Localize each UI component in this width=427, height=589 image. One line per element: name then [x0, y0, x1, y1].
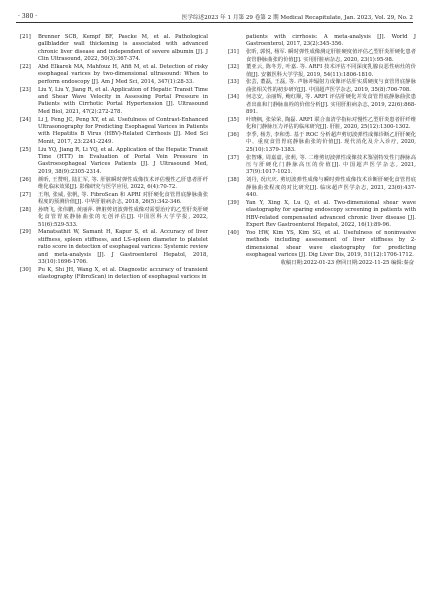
- header-rule: [16, 22, 413, 23]
- reference-entry: [20, 87, 208, 117]
- reference-number: [37]: [228, 154, 239, 161]
- reference-number: [29]: [20, 229, 31, 236]
- reference-text: 孙晓飞, 张伟鹏, 黄丽萍. 脾脏剪切波弹性成像对需要治疗的乙型肝炎肝硬化食管胃底静脉曲张的无创评估[J]. 中国医科大学学报, 2022, 51(6):529-533.: [38, 206, 208, 228]
- reference-text: 王翔, 张威, 张帆, 等. FibroScan 和 APRI 对肝硬化食管胃底静脉曲张程度的预测价值[J]. 中华肝脏病杂志, 2018, 26(5):342-346.: [38, 191, 208, 206]
- reference-entry: [20, 177, 208, 192]
- reference-text: Yoo HW, Kim YS, Kim SG, et al. Usefulness of noninvasive methods including assessment of liver stiffness by 2-dimensional shear wave elastography for predicting esophageal varices [J]. Dig Liver Dis, 2019, 51(12):1706-1712.: [246, 229, 416, 259]
- reference-number: [40]: [228, 229, 239, 236]
- reference-entry: [228, 132, 416, 154]
- reference-text: 何志安, 余丽辉, 鲍红顺, 等. ARFI 评估肝硬化并发食管胃底静脉曲张患者出血和门静脉血栓的价值分析[J]. 实用肝脏病杂志, 2019, 22(6):868-891.: [246, 94, 416, 116]
- reference-entry: [228, 177, 416, 199]
- reference-text: 张昕, 郭悦, 杨军. 瞬时弹性成像测定肝脏硬度值评估乙型肝炎肝硬化患者食管静脉曲张的价值[J]. 实用肝脏病杂志, 2020, 23(1):95-98.: [246, 49, 416, 63]
- reference-number: [34]: [228, 94, 239, 101]
- reference-number: [26]: [20, 176, 31, 183]
- reference-number: [24]: [20, 116, 31, 123]
- reference-text: 叶晓枫, 张荣荣, 陶磊. ARFI 联合血清学指标对慢性乙型肝炎患者肝纤维化和门静脉压力评估的临床研究[J]. 肝脏, 2020, 25(12):1300-1302.: [246, 116, 416, 131]
- reference-column-right: [228, 34, 416, 268]
- reference-entry: [20, 207, 208, 229]
- reference-text: Pu K, Shi JH, Wang X, et al. Diagnostic accuracy of transient elastography (FibroScan) in detection of esophageal varices in: [38, 266, 208, 281]
- reference-column-left: [20, 34, 208, 282]
- reference-entry: [20, 147, 208, 177]
- reference-number: [22]: [20, 64, 31, 70]
- reference-text: Liu Y, Liu Y, Jiang R, et al. Application of Hepatic Transit Time and Shear Wave Velocity in Assessing Portal Pressure in Patients with Cirrhotic Portal Hypertension [J]. Ultrasound Med Biol, 2021, 47(2):272-278.: [38, 86, 208, 115]
- reference-entry: [228, 49, 416, 64]
- running-header: 医学综述2023 年 1 月第 29 卷第 2 期 Medical Recapitulate, Jan. 2023, Vol. 29, No. 2: [181, 15, 413, 21]
- reference-entry: [20, 192, 208, 207]
- reference-text: 李季, 杨芳, 李和勇. 基于 ROC 分析超声剪切波弹性成像诊断乙肝肝硬化中、重度食管胃底静脉曲张的价值[J]. 现代消化及介入诊疗, 2020, 25(10):1379-1383.: [246, 132, 416, 153]
- reference-text: Abd Elkarek MA, Mahfouz H, Afifi M, et al. Detection of risky esophageal varices by two-dimensional ultrasound: When to perform endoscopy [J]. Am J Med Sci, 2014, 347(1):28-33.: [38, 64, 208, 85]
- reference-text: Liu YQ, Jiang R, Li YQ, et al. Application of the Hepatic Transit Time (HTT) in Evaluation of Portal Vein Pressure in Gastroesophageal Varices Patients [J]. J Ultrasound Med, 2019, 38(9):2305-2314.: [38, 146, 208, 175]
- reference-number: [23]: [20, 86, 31, 93]
- reference-entry: [228, 34, 416, 49]
- reference-text: Brenner SCB, Kempf BF, Pascke M, et al. Pathological gallbladder wall thickening is associated with advanced chronic liver disease and independent of severe albumin [J]. J Clin Ultrasound, 2022, 50(3):367-374.: [38, 34, 208, 63]
- reference-number: [31]: [228, 49, 239, 56]
- reference-entry: [228, 155, 416, 177]
- received-date-line: 收稿日期:2022-01-23 修回日期:2022-11-25 编辑:秦奋: [280, 260, 414, 267]
- reference-entry: [228, 79, 416, 94]
- reference-text: Li J, Feng JC, Peng XY, et al. Usefulness of Contrast-Enhanced Ultrasonography for Predicting Esophageal Varices in Patients with Hepatitis B Virus (HBV)-Related Cirrhosis [J]. Med Sci Monit, 2017, 23:2241-2249.: [38, 116, 208, 145]
- reference-entry: [20, 34, 208, 64]
- reference-number: [33]: [228, 79, 239, 86]
- reference-entry: [228, 117, 416, 132]
- reference-text: 董亚云, 陈冬芳, 叶嘉. 等. ARFI 技术评估不同深度乳腺良恶性病灶的价值[J]. 安徽医科大学学报, 2019, 54(11):1806-1810.: [246, 64, 416, 78]
- reference-entry: [228, 64, 416, 79]
- reference-number: [30]: [20, 266, 31, 273]
- reference-number: [21]: [20, 34, 31, 40]
- reference-list-right: [228, 34, 416, 259]
- reference-number: [39]: [228, 199, 239, 206]
- reference-number: [28]: [20, 206, 31, 213]
- reference-entry: [20, 117, 208, 147]
- reference-number: [36]: [228, 132, 239, 139]
- reference-number: [228, 34, 246, 49]
- reference-number: [32]: [228, 64, 239, 71]
- reference-entry: [20, 267, 208, 282]
- reference-text: 张芸, 董磊, 王磊, 等. 声脉冲辐射力成像评估肝实质硬度与食管胃底静脉曲张相关性的初步研究[J]. 中国超声医学杂志, 2019, 35(8):706-708.: [246, 79, 416, 93]
- reference-number: [38]: [228, 177, 239, 184]
- reference-entry: [20, 64, 208, 86]
- reference-text: 刘丹, 况庆庆. 剪切波弹性成像与瞬时弹性成像技术诊断肝硬化食管胃底静脉曲张程度的对比研究[J]. 临床超声医学杂志, 2021, 23(6):437-440.: [246, 177, 416, 199]
- reference-text: 张智琳, 周嘉嘉, 张莉, 等. 二维剪切波弹性成像技术鉴别特发性门静脉高压与肝硬化门静脉高压的价值[J]. 中国超声医学杂志, 2021, 37(9):1017-1021.: [246, 154, 416, 176]
- reference-text: Yan Y, Xing X, Lu Q, et al. Two-dimensional shear wave elastography for sparing endoscopy screening in patients with HBV-related compensated advanced chronic liver disease [J]. Expert Rev Gastroenterol Hepatol, 2022, 16(1):89-96.: [246, 199, 416, 229]
- reference-text: patients with cirrhosis: A meta-analysis [J]. World J Gastroenterol, 2017, 23(2):345-356.: [246, 34, 416, 48]
- reference-entry: [228, 200, 416, 230]
- reference-number: [27]: [20, 191, 31, 198]
- reference-text: Manatsathit W, Samant H, Kapur S, et al. Accuracy of liver stiffness, spleen stiffness, and LS-spleen diameter to platelet ratio score in detection of esophageal varices: Systemic review and meta-analysis [J]. J Gastroenterol Hepatol, 2018, 33(10):1696-1706.: [38, 229, 208, 266]
- reference-number: [35]: [228, 116, 239, 123]
- reference-text: 颜昕, 王赞明, 陆汇军, 等. 肝脏瞬时弹性成像技术评估慢性乙肝患者肝纤维化临床效果[J]. 影像研究与医学应用, 2022, 6(4):70-72.: [38, 176, 208, 190]
- reference-entry: [228, 94, 416, 116]
- reference-entry: [20, 229, 208, 266]
- page-number: · 380 ·: [18, 13, 38, 20]
- reference-entry: [228, 230, 416, 260]
- reference-number: [25]: [20, 146, 31, 153]
